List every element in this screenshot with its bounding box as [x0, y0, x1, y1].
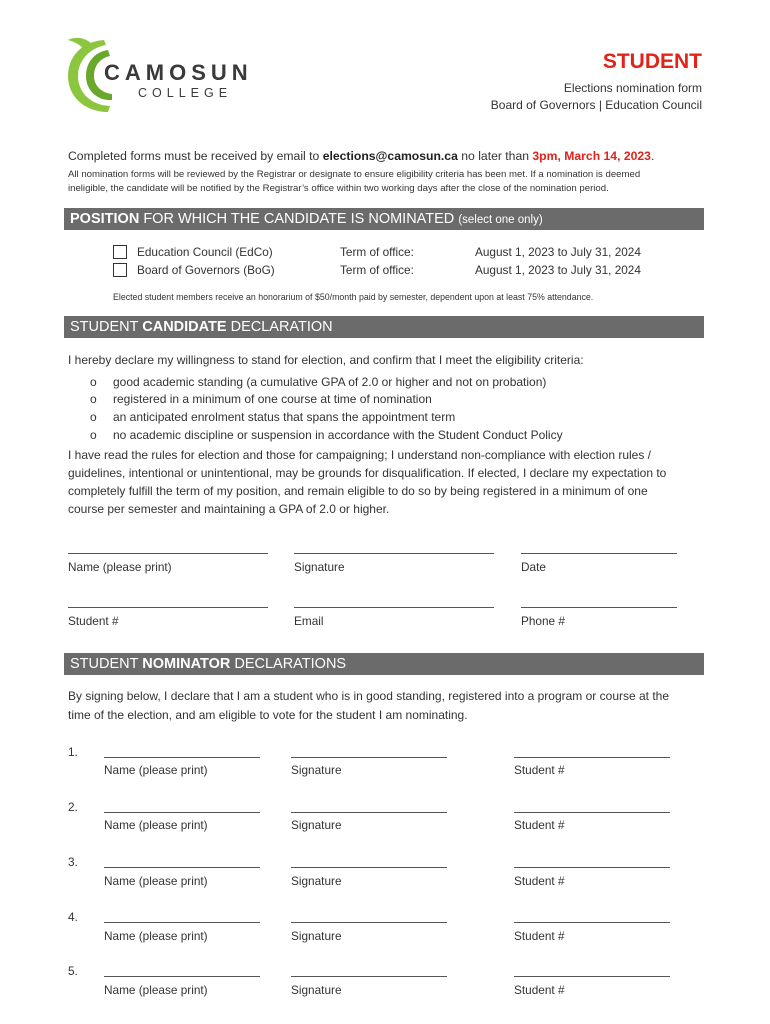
- candidate-student-number-line[interactable]: [68, 607, 268, 608]
- nominator-name-line[interactable]: [104, 757, 260, 758]
- section-header-candidate: STUDENT CANDIDATE DECLARATION: [64, 316, 704, 338]
- field-label: Name (please print): [104, 929, 208, 943]
- candidate-signature-line[interactable]: [294, 553, 494, 554]
- option-label-bog: Board of Governors (BoG): [137, 263, 275, 277]
- field-label: Student #: [514, 983, 565, 997]
- nominator-name-line[interactable]: [104, 976, 260, 977]
- nominator-signature-line[interactable]: [291, 976, 447, 977]
- nominator-student-number-line[interactable]: [514, 867, 670, 868]
- nominator-signature-line[interactable]: [291, 867, 447, 868]
- review-note-line2: ineligible, the candidate will be notified by the Registrar’s office within two working days after the close of the nomination period.: [68, 183, 609, 194]
- candidate-declaration-line: I have read the rules for election and those for campaigning; I understand non-compliance with election rules /: [68, 448, 652, 462]
- nominator-declaration-line: time of the election, and am eligible to vote for the student I am nominating.: [68, 708, 468, 722]
- nominator-number: 4.: [68, 910, 78, 924]
- field-label: Email: [294, 614, 324, 628]
- nominator-student-number-line[interactable]: [514, 976, 670, 977]
- deadline: 3pm, March 14, 2023: [532, 149, 651, 163]
- nominator-number: 3.: [68, 855, 78, 869]
- nominator-signature-line[interactable]: [291, 757, 447, 758]
- field-label: Signature: [291, 983, 342, 997]
- nominator-signature-line[interactable]: [291, 812, 447, 813]
- page-title: STUDENT: [602, 50, 702, 73]
- field-label: Name (please print): [104, 818, 208, 832]
- field-label: Student #: [514, 929, 565, 943]
- candidate-declaration-line: completely fulfill the term of my position, and remain eligible to do so by being registered in a minimum of one: [68, 484, 648, 498]
- field-label: Signature: [294, 560, 345, 574]
- checkbox-edco[interactable]: [113, 245, 127, 259]
- nominator-declaration-line: By signing below, I declare that I am a student who is in good standing, registered into a program or course at the: [68, 689, 670, 703]
- review-note-line1: All nomination forms will be reviewed by the Registrar or designate to ensure eligibility criteria has been met. If a nomination is deemed: [68, 169, 641, 180]
- field-label: Student #: [514, 763, 565, 777]
- term-label-edco: Term of office:: [340, 245, 414, 259]
- field-label: Name (please print): [104, 763, 208, 777]
- candidate-date-line[interactable]: [521, 553, 677, 554]
- field-label: Date: [521, 560, 546, 574]
- bullet: o: [90, 392, 97, 406]
- nominator-number: 2.: [68, 800, 78, 814]
- field-label: Signature: [291, 818, 342, 832]
- field-label: Student #: [514, 818, 565, 832]
- bullet: o: [90, 375, 97, 389]
- logo-subword: COLLEGE: [138, 86, 233, 100]
- candidate-intro: I hereby declare my willingness to stand for election, and confirm that I meet the eligibility criteria:: [68, 353, 584, 367]
- form-bodies: Board of Governors | Education Council: [490, 98, 702, 112]
- criterion-item: no academic discipline or suspension in accordance with the Student Conduct Policy: [113, 428, 563, 442]
- checkbox-bog[interactable]: [113, 263, 127, 277]
- criterion-item: good academic standing (a cumulative GPA of 2.0 or higher and not on probation): [113, 375, 547, 389]
- submission-notice: Completed forms must be received by email to elections@camosun.ca no later than 3pm, March 14, 2023.: [68, 149, 655, 163]
- term-dates-bog: August 1, 2023 to July 31, 2024: [475, 263, 641, 277]
- field-label: Name (please print): [68, 560, 172, 574]
- term-dates-edco: August 1, 2023 to July 31, 2024: [475, 245, 641, 259]
- bullet: o: [90, 410, 97, 424]
- field-label: Student #: [68, 614, 119, 628]
- field-label: Signature: [291, 763, 342, 777]
- nominator-number: 5.: [68, 964, 78, 978]
- field-label: Signature: [291, 929, 342, 943]
- logo-wordmark: CAMOSUN: [104, 60, 253, 85]
- option-label-edco: Education Council (EdCo): [137, 245, 273, 259]
- form-subtitle: Elections nomination form: [563, 81, 702, 95]
- elections-email-link[interactable]: elections@camosun.ca: [322, 149, 458, 163]
- nominator-student-number-line[interactable]: [514, 757, 670, 758]
- section-header-nominators: STUDENT NOMINATOR DECLARATIONS: [64, 653, 704, 675]
- honorarium-note: Elected student members receive an honorarium of $50/month paid by semester, dependent upon at least 75% attendance.: [113, 292, 594, 302]
- nominator-number: 1.: [68, 745, 78, 759]
- nominator-student-number-line[interactable]: [514, 812, 670, 813]
- field-label: Phone #: [521, 614, 565, 628]
- nominator-name-line[interactable]: [104, 812, 260, 813]
- section-header-position: POSITION FOR WHICH THE CANDIDATE IS NOMINATED (select one only): [64, 208, 704, 230]
- nominator-name-line[interactable]: [104, 867, 260, 868]
- candidate-email-line[interactable]: [294, 607, 494, 608]
- nominator-signature-line[interactable]: [291, 922, 447, 923]
- field-label: Name (please print): [104, 983, 208, 997]
- bullet: o: [90, 428, 97, 442]
- field-label: Signature: [291, 874, 342, 888]
- criterion-item: registered in a minimum of one course at time of nomination: [113, 392, 432, 406]
- candidate-phone-line[interactable]: [521, 607, 677, 608]
- criterion-item: an anticipated enrolment status that spans the appointment term: [113, 410, 456, 424]
- term-label-bog: Term of office:: [340, 263, 414, 277]
- field-label: Student #: [514, 874, 565, 888]
- candidate-declaration-line: course per semester and maintaining a GPA of 2.0 or higher.: [68, 502, 390, 516]
- nominator-name-line[interactable]: [104, 922, 260, 923]
- nominator-student-number-line[interactable]: [514, 922, 670, 923]
- candidate-declaration-line: guidelines, intentional or unintentional, may be grounds for disqualification. If elected, I declare my expectation to: [68, 466, 667, 480]
- field-label: Name (please print): [104, 874, 208, 888]
- candidate-name-line[interactable]: [68, 553, 268, 554]
